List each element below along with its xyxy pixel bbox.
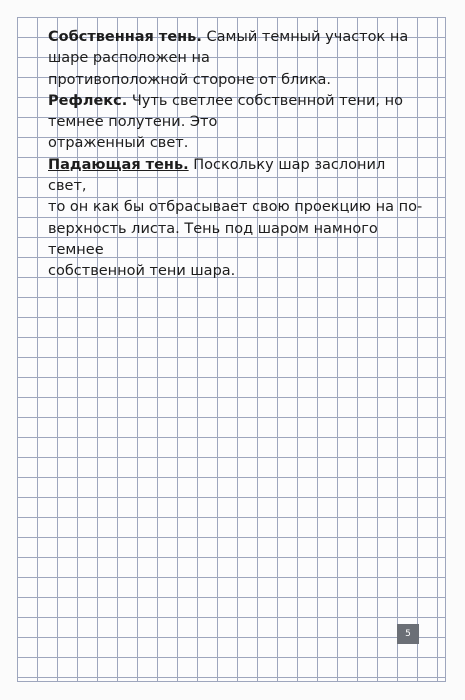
text-line: темнее полутени. Это bbox=[48, 114, 218, 131]
text-line: верхность листа. Тень под шаром намного темнее bbox=[48, 220, 378, 258]
text-line: то он как бы отбрасывает свою проекцию на по- bbox=[48, 199, 423, 216]
text-line: Поскольку шар заслонил свет, bbox=[48, 156, 386, 195]
paragraph-own-shadow bbox=[48, 27, 428, 48]
text-line: противоположной стороне от блика. bbox=[48, 71, 331, 88]
text-line: собственной тени шара. bbox=[48, 263, 236, 280]
text-line: отраженный свет. bbox=[48, 135, 189, 152]
paragraph-cast-shadow bbox=[48, 155, 428, 198]
text-line: Самый темный участок на bbox=[201, 29, 409, 45]
page-number: 5 bbox=[397, 624, 419, 644]
text-block bbox=[48, 27, 428, 283]
paragraph-reflex bbox=[48, 91, 428, 112]
term-own-shadow: Собственная тень. bbox=[48, 29, 202, 45]
term-reflex: Рефлекс. bbox=[48, 92, 128, 109]
text-line: Чуть светлее собственной тени, но bbox=[127, 92, 403, 109]
text-line: шаре расположен на bbox=[48, 50, 210, 67]
term-cast-shadow: Падающая тень. bbox=[48, 156, 189, 173]
